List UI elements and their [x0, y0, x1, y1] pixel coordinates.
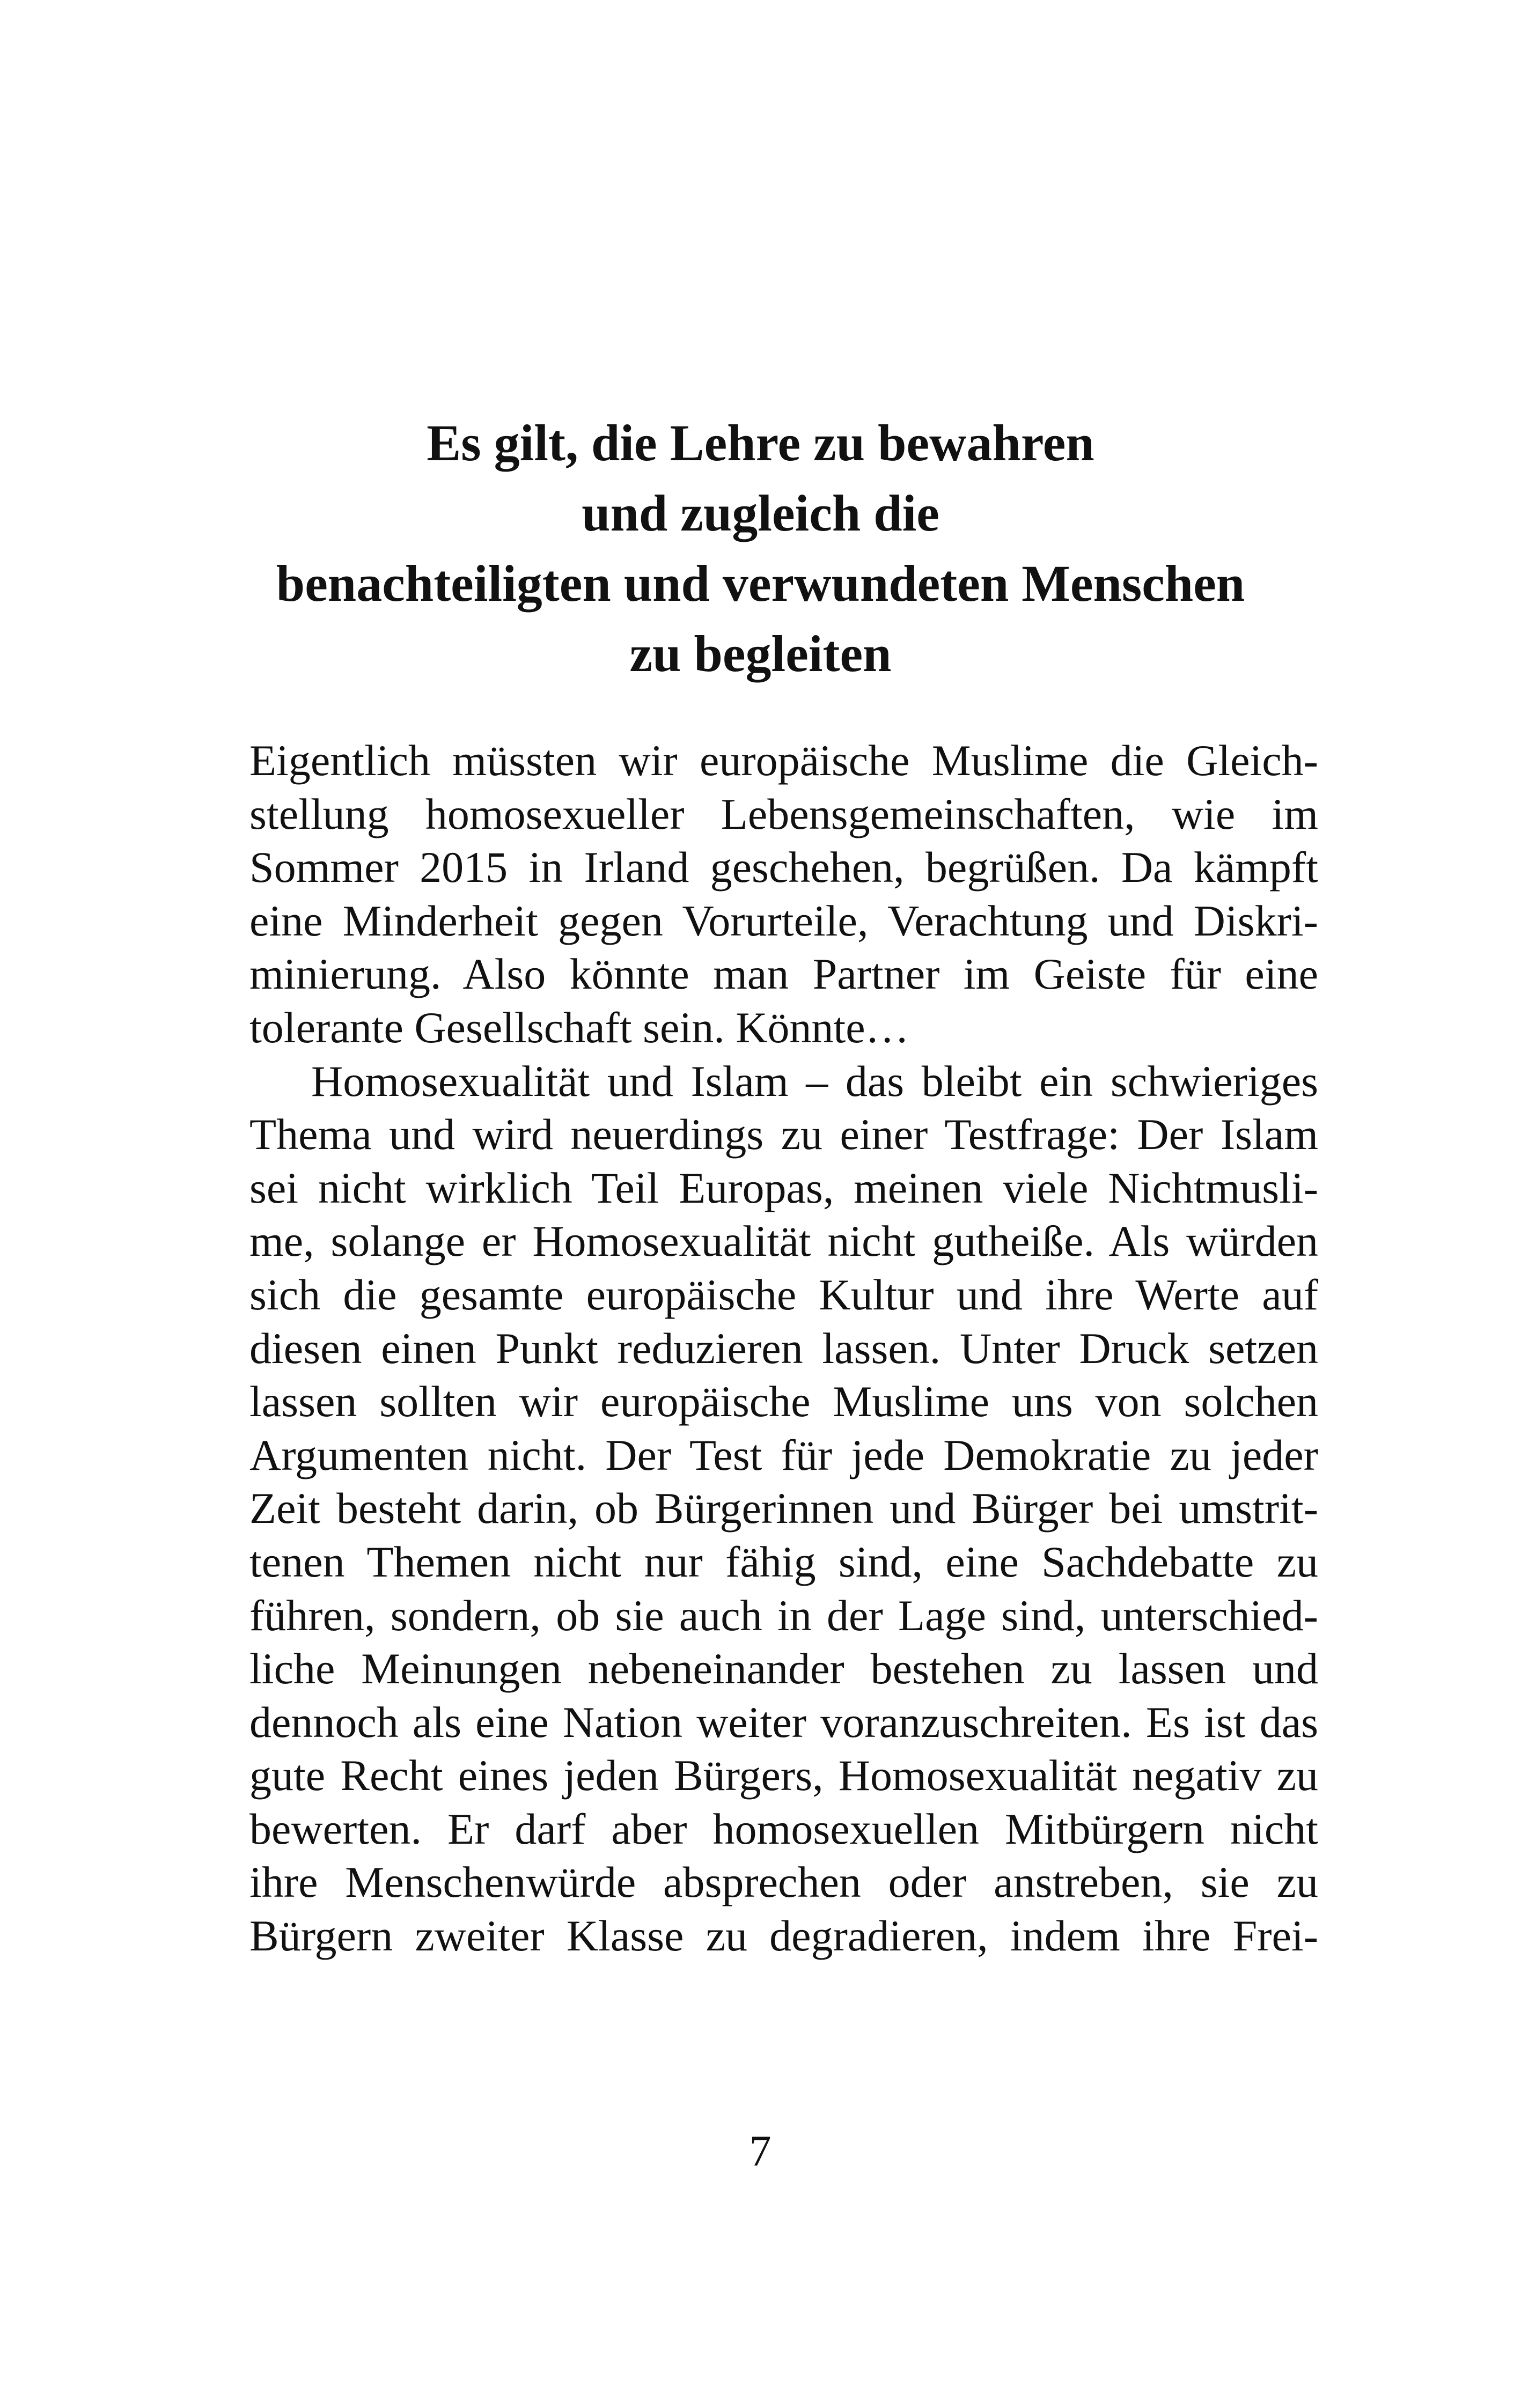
text-line: tolerante Gesellschaft sein. Könnte… — [249, 1003, 909, 1052]
text-line: eine Minderheit gegen Vorurteile, Verachtung und Diskri- — [249, 896, 1318, 945]
text-line: stellung homosexueller Lebensgemeinschaften, wie im — [249, 789, 1318, 838]
text-line: diesen einen Punkt reduzieren lassen. Unter Druck setzen — [249, 1323, 1318, 1373]
text-line: Thema und wird neuerdings zu einer Testfrage: Der Islam — [249, 1110, 1318, 1159]
text-line: sich die gesamte europäische Kultur und ihre Werte auf — [249, 1270, 1318, 1319]
page-number: 7 — [749, 2126, 771, 2175]
text-line: Zeit besteht darin, ob Bürgerinnen und Bürger bei umstrit- — [249, 1484, 1318, 1533]
text-line: gute Recht eines jeden Bürgers, Homosexualität negativ zu — [249, 1751, 1318, 1800]
text-line: Eigentlich müssten wir europäische Muslime die Gleich- — [249, 736, 1318, 785]
chapter-title-line: benachteiligten und verwundeten Menschen — [276, 555, 1245, 612]
text-line: bewerten. Er darf aber homosexuellen Mitbürgern nicht — [249, 1804, 1318, 1853]
text-line: lassen sollten wir europäische Muslime uns von solchen — [249, 1377, 1318, 1426]
text-line: führen, sondern, ob sie auch in der Lage sind, unterschied- — [249, 1590, 1318, 1640]
chapter-title — [161, 408, 1360, 689]
chapter-title-line: Es gilt, die Lehre zu bewahren — [427, 414, 1094, 472]
text-line: tenen Themen nicht nur fähig sind, eine Sachdebatte zu — [249, 1537, 1318, 1586]
text-line: minierung. Also könnte man Partner im Geiste für eine — [249, 949, 1318, 999]
text-line: Bürgern zweiter Klasse zu degradieren, indem ihre Frei- — [249, 1911, 1318, 1961]
chapter-title-line: zu begleiten — [629, 625, 892, 682]
text-line: Homosexualität und Islam – das bleibt ein schwieriges — [311, 1056, 1318, 1106]
text-line: dennoch als eine Nation weiter voranzuschreiten. Es ist das — [249, 1697, 1318, 1747]
text-line: Sommer 2015 in Irland geschehen, begrüßen. Da kämpft — [249, 843, 1318, 892]
body-text — [249, 734, 1318, 1963]
text-line: sei nicht wirklich Teil Europas, meinen viele Nichtmusli- — [249, 1163, 1318, 1212]
text-line: me, solange er Homosexualität nicht gutheiße. Als würden — [249, 1217, 1318, 1266]
text-line: Argumenten nicht. Der Test für jede Demokratie zu jeder — [249, 1430, 1318, 1479]
text-line: ihre Menschenwürde absprechen oder anstreben, sie zu — [249, 1858, 1318, 1907]
chapter-title-line: und zugleich die — [582, 484, 939, 542]
text-line: liche Meinungen nebeneinander bestehen zu lassen und — [249, 1644, 1318, 1693]
